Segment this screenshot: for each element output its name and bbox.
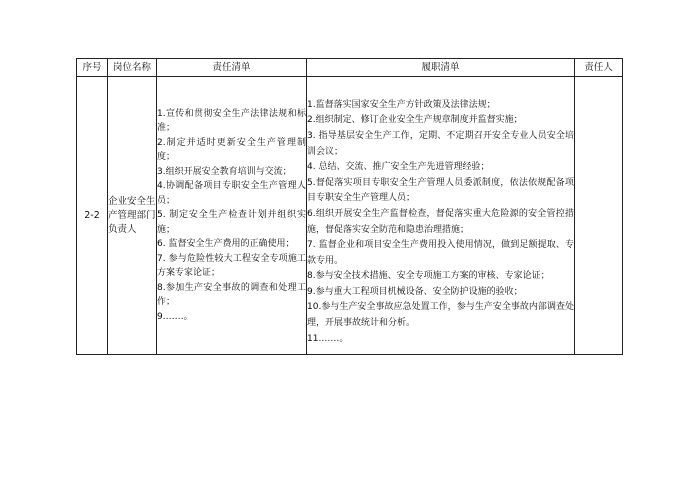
performance-item: 2.组织制定、修订企业安全生产规章制度并监督实施； xyxy=(307,115,523,126)
duty-item: 2.制定并适时更新安全生产管理制度； xyxy=(157,137,306,163)
header-performance: 履职清单 xyxy=(307,59,575,77)
header-duties: 责任清单 xyxy=(157,59,307,77)
cell-performance xyxy=(307,77,575,355)
performance-item: 5.督促落实项目专职安全生产管理人员委派制度，依法依规配备项目专职安全生产管理人员； xyxy=(307,177,574,204)
header-owner: 责任人 xyxy=(575,59,623,77)
performance-item: 1.监督落实国家安全生产方针政策及法律法规； xyxy=(307,99,496,110)
table-header-row xyxy=(77,59,623,77)
duty-item: 4.协调配备项目专职安全生产管理人员； xyxy=(157,181,306,206)
header-position: 岗位名称 xyxy=(108,59,157,77)
performance-item: 6.组织开展安全生产监督检查，督促落实重大危险源的安全管控措施，督促落实安全防范和隐患治理措施； xyxy=(307,208,574,235)
table-row xyxy=(77,77,623,355)
duty-item: 7. 参与危险性较大工程安全专项施工方案专家论证； xyxy=(157,253,306,279)
performance-item: 4. 总结、交流、推广安全生产先进管理经验； xyxy=(307,162,490,173)
performance-item: 11.……。 xyxy=(307,333,349,344)
performance-item: 9.参与重大工程项目机械设备、安全防护设施的验收； xyxy=(307,286,523,297)
duty-item: 5. 制定安全生产检查计划并组织实施； xyxy=(157,210,306,235)
duty-item: 9.……。 xyxy=(157,311,193,322)
performance-item: 7. 监督企业和项目安全生产费用投入使用情况，做到足额提取、专款专用。 xyxy=(307,240,574,266)
cell-owner xyxy=(575,77,623,355)
cell-duties xyxy=(157,77,307,355)
duty-item: 1.宣传和贯彻安全生产法律法规和标准； xyxy=(157,108,306,134)
cell-seq: 2-2 xyxy=(77,77,108,355)
performance-item: 3. 指导基层安全生产工作，定期、不定期召开安全专业人员安全培训会议； xyxy=(307,130,574,157)
performance-item: 10.参与生产安全事故应急处置工作，参与生产安全事故内部调查处理，开展事故统计和分析。 xyxy=(307,302,574,329)
duty-item: 3.组织开展安全教育培训与交流； xyxy=(157,166,292,177)
duty-item: 8.参加生产安全事故的调查和处理工作； xyxy=(157,282,306,308)
responsibility-table xyxy=(76,58,623,355)
duty-item: 6. 监督安全生产费用的正确使用； xyxy=(157,239,295,250)
header-seq: 序号 xyxy=(77,59,108,77)
duties-list xyxy=(157,107,306,325)
cell-position: 企业安全生产管理部门负责人 xyxy=(108,77,157,355)
performance-item: 8.参与安全技术措施、安全专项施工方案的审核、专家论证； xyxy=(307,271,550,282)
performance-list xyxy=(307,98,574,348)
